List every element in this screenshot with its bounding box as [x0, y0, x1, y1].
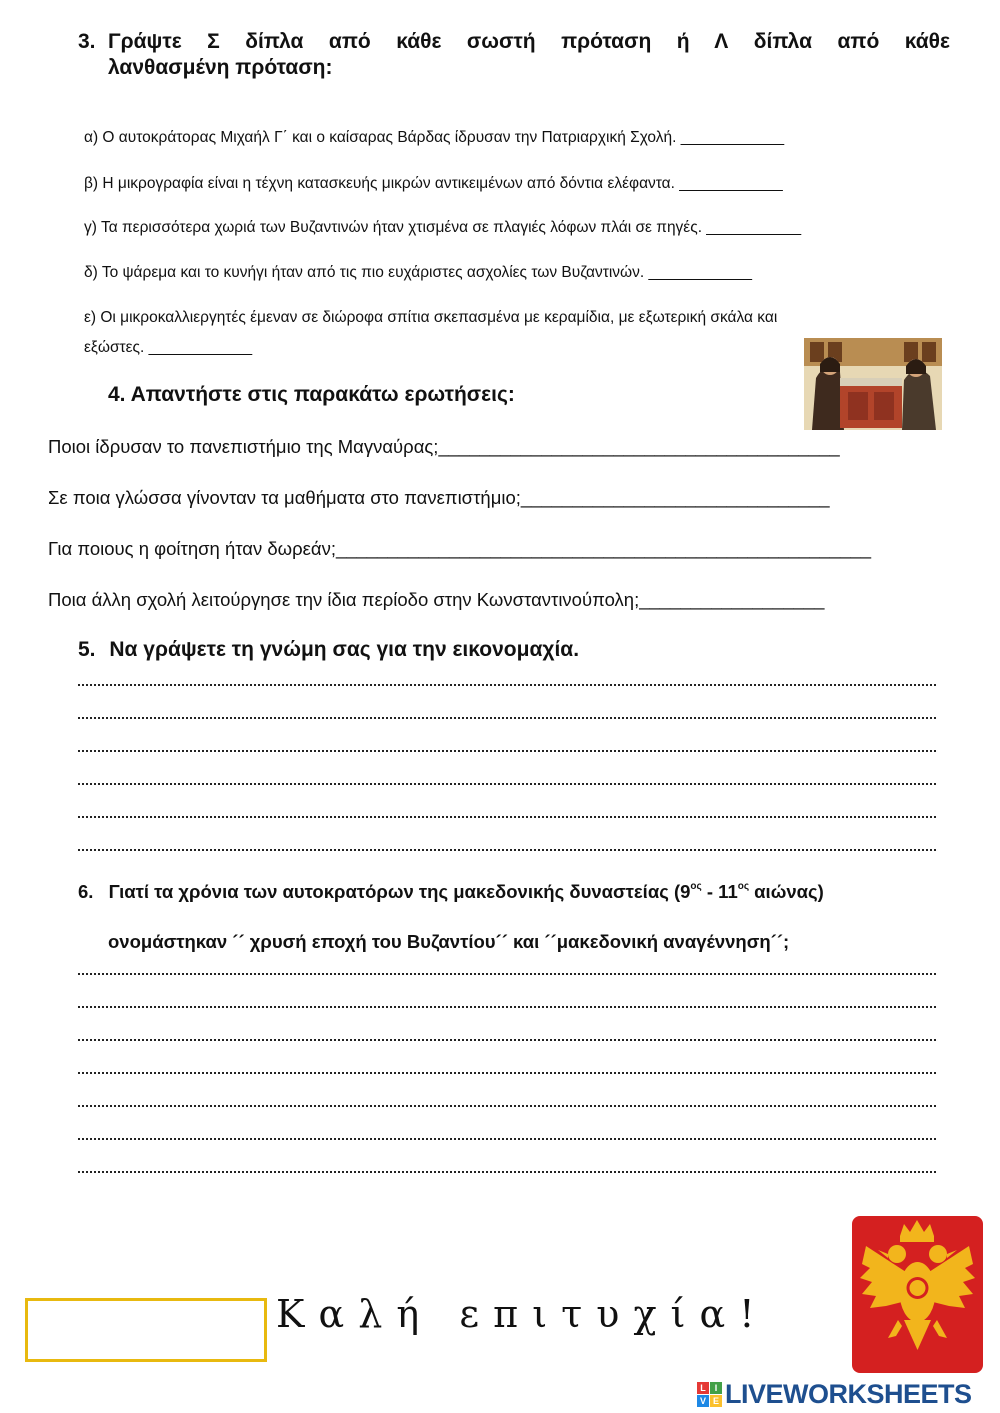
q4-question-3[interactable]: Για ποιους η φοίτηση ήταν δωρεάν;____________________________________________________: [48, 538, 872, 559]
q5-answer-line-2[interactable]: [78, 717, 936, 719]
q5-title: [78, 637, 579, 663]
monks-illustration: [804, 338, 942, 430]
liveworksheets-text: LIVEWORKSHEETS: [725, 1378, 972, 1409]
q6-answer-line-3[interactable]: [78, 1039, 936, 1041]
q3-title-line1: Γράψτε Σ δίπλα από κάθε σωστή πρόταση ή Λ δίπλα από κάθε: [108, 30, 950, 53]
q4-question-2[interactable]: Σε ποια γλώσσα γίνονταν τα μαθήματα στο πανεπιστήμιο;______________________________: [48, 487, 830, 508]
q5-answer-line-1[interactable]: [78, 684, 936, 686]
q6-text-a: Γιατί τα χρόνια των αυτοκρατόρων της μακεδονικής δυναστείας (9: [108, 881, 691, 902]
answer-box[interactable]: [25, 1298, 267, 1362]
byzantine-eagle-emblem: [852, 1216, 983, 1373]
q6-answer-line-6[interactable]: [78, 1138, 936, 1140]
q3-statement-e-cont[interactable]: εξώστες. ____________: [84, 339, 253, 356]
q3-title-line2: λανθασμένη πρόταση:: [108, 56, 333, 79]
closing-message: Κ α λ ή ε π ι τ υ χ ί α !: [276, 1292, 756, 1336]
q3-statement-b[interactable]: β) Η μικρογραφία είναι η τέχνη κατασκευής μικρών αντικειμένων από δόντια ελέφαντα. ____________: [84, 175, 783, 192]
q5-answer-line-5[interactable]: [78, 816, 936, 818]
q5-answer-line-4[interactable]: [78, 783, 936, 785]
q5-text: Να γράψετε τη γνώμη σας για την εικονομαχία.: [109, 638, 580, 661]
q3-statement-d[interactable]: δ) Το ψάρεμα και το κυνήγι ήταν από τις πιο ευχάριστες ασχολίες των Βυζαντινών. ____________: [84, 264, 752, 281]
liveworksheets-watermark: [697, 1379, 972, 1409]
q6-answer-line-5[interactable]: [78, 1105, 936, 1107]
q3-statement-c[interactable]: γ) Τα περισσότερα χωριά των Βυζαντινών ήταν χτισμένα σε πλαγιές λόφων πλάι σε πηγές. ___________: [84, 219, 802, 236]
q3-number: 3.: [78, 30, 96, 53]
q3-title: [78, 29, 950, 81]
q3-statement-e[interactable]: ε) Οι μικροκαλλιεργητές έμεναν σε διώροφα σπίτια σκεπασμένα με κεραμίδια, με εξωτερική σκάλα και: [84, 309, 778, 326]
q3-statement-a[interactable]: α) Ο αυτοκράτορας Μιχαήλ Γ΄ και ο καίσαρας Βάρδας ίδρυσαν την Πατριαρχική Σχολή. ____________: [84, 129, 785, 146]
q5-answer-line-6[interactable]: [78, 849, 936, 851]
q6-title-line1: [78, 881, 824, 903]
q6-number: 6.: [78, 881, 94, 902]
q6-sup-1: ος: [690, 880, 702, 892]
q6-answer-line-7[interactable]: [78, 1171, 936, 1173]
q5-answer-line-3[interactable]: [78, 750, 936, 752]
q6-answer-line-1[interactable]: [78, 973, 936, 975]
q6-title-line2: ονομάστηκαν ´´ χρυσή εποχή του Βυζαντίου´´ και ´´μακεδονική αναγέννηση´´;: [108, 931, 790, 952]
q6-answer-line-4[interactable]: [78, 1072, 936, 1074]
q4-title: 4. Απαντήστε στις παρακάτω ερωτήσεις:: [108, 383, 515, 406]
q4-question-4[interactable]: Ποια άλλη σχολή λειτούργησε την ίδια περίοδο στην Κωνσταντινούπολη;__________________: [48, 589, 825, 610]
q6-text-c: αιώνας): [749, 881, 824, 902]
q6-text-b: - 11: [701, 881, 738, 902]
q6-sup-2: ος: [737, 880, 750, 892]
q6-answer-line-2[interactable]: [78, 1006, 936, 1008]
liveworksheets-logo-icon: L I V E: [697, 1382, 722, 1407]
q4-question-1[interactable]: Ποιοι ίδρυσαν το πανεπιστήμιο της Μαγναύρας;_______________________________________: [48, 436, 840, 457]
q5-number: 5.: [78, 638, 96, 661]
